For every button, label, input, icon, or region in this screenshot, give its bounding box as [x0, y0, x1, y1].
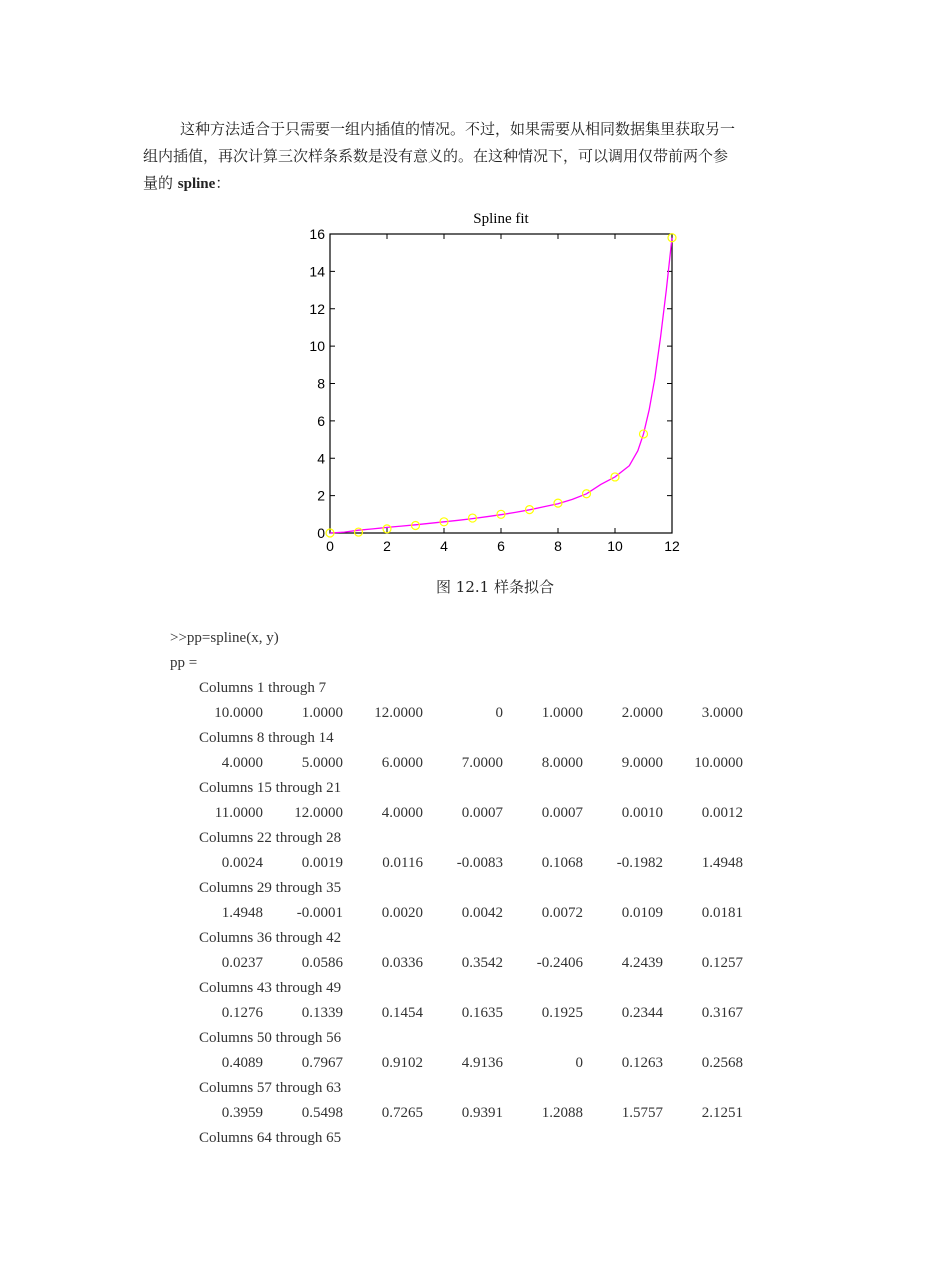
y-tick-label: 2: [317, 487, 325, 504]
value-cell: 0.1454: [381, 1005, 423, 1021]
value-cell: 0.1276: [221, 1005, 263, 1021]
x-tick-label: 6: [497, 538, 505, 554]
function-name: spline: [177, 176, 216, 192]
value-cell: 1.4948: [701, 855, 743, 871]
y-tick-label: 0: [317, 525, 325, 541]
y-tick-label: 6: [317, 412, 325, 429]
value-cell: 0.0116: [382, 855, 423, 871]
value-cell: 0.1635: [461, 1005, 503, 1021]
value-cell: -0.2406: [536, 955, 583, 971]
value-cell: -0.0083: [456, 855, 503, 871]
value-cell: 0.0010: [621, 805, 663, 821]
paragraph-line: [143, 170, 808, 198]
value-cell: 0.3959: [221, 1105, 263, 1121]
value-cell: 2.1251: [701, 1105, 743, 1121]
y-tick-label: 12: [309, 300, 325, 317]
value-cell: 0.1068: [541, 855, 583, 871]
x-tick-label: 0: [326, 538, 334, 554]
columns-header: Columns 8 through 14: [199, 730, 334, 746]
intro-paragraph: [143, 116, 808, 198]
value-cell: 0.0072: [541, 905, 583, 921]
value-row: [170, 951, 743, 976]
value-cell: 4.0000: [381, 805, 423, 821]
columns-header: Columns 43 through 49: [199, 980, 342, 996]
paragraph-line: 组内插值，再次计算三次样条系数是没有意义的。在这种情况下，可以调用仅带前两个参: [143, 147, 729, 165]
output-blocks: [170, 676, 743, 1151]
value-cell: 0.5498: [301, 1105, 343, 1121]
value-cell: 10.0000: [214, 705, 263, 721]
columns-header: Columns 29 through 35: [199, 880, 342, 896]
value-cell: 4.9136: [461, 1055, 503, 1071]
value-cell: 0.9102: [381, 1055, 423, 1071]
value-cell: 0.4089: [221, 1055, 263, 1071]
value-cell: 0.9391: [461, 1105, 503, 1121]
value-cell: 0.3542: [461, 955, 503, 971]
columns-header: Columns 57 through 63: [199, 1080, 342, 1096]
y-tick-label: 4: [317, 450, 325, 467]
y-tick-label: 16: [309, 226, 325, 242]
value-cell: 0.0012: [701, 805, 743, 821]
value-cell: 0.7967: [301, 1055, 343, 1071]
x-tick-label: 10: [607, 538, 623, 554]
value-cell: 0.0109: [621, 905, 663, 921]
value-cell: -0.0001: [296, 905, 343, 921]
value-cell: 1.5757: [621, 1105, 663, 1121]
value-cell: 0.0042: [461, 905, 503, 921]
value-cell: 0.0020: [381, 905, 423, 921]
value-cell: 0.0336: [381, 955, 423, 971]
value-row: [170, 801, 743, 826]
value-cell: -0.1982: [616, 855, 663, 871]
value-cell: 2.0000: [621, 705, 663, 721]
value-cell: 1.0000: [541, 705, 583, 721]
value-cell: 0.1339: [301, 1005, 343, 1021]
value-cell: 12.0000: [374, 705, 423, 721]
value-cell: 0: [575, 1055, 583, 1071]
value-cell: 1.4948: [221, 905, 263, 921]
x-tick-label: 2: [383, 538, 391, 554]
columns-header: Columns 64 through 65: [199, 1130, 342, 1146]
value-cell: 0.0024: [221, 855, 263, 871]
value-cell: 0.2568: [701, 1055, 743, 1071]
value-row: [170, 701, 743, 726]
value-cell: 0.3167: [701, 1005, 743, 1021]
value-row: [170, 901, 743, 926]
value-row: [170, 851, 743, 876]
value-cell: 9.0000: [621, 755, 663, 771]
value-row: [170, 1051, 743, 1076]
assignment-line: pp =: [170, 655, 198, 671]
value-cell: 8.0000: [541, 755, 583, 771]
chart-title: Spline fit: [473, 211, 529, 227]
x-tick-label: 8: [554, 538, 562, 554]
value-row: [170, 1001, 743, 1026]
value-cell: 0.1925: [541, 1005, 583, 1021]
columns-header: Columns 22 through 28: [199, 830, 342, 846]
x-tick-label: 4: [440, 538, 448, 554]
value-cell: 7.0000: [461, 755, 503, 771]
value-cell: 12.0000: [294, 805, 343, 821]
value-cell: 4.2439: [621, 955, 663, 971]
columns-header: Columns 36 through 42: [199, 930, 342, 946]
value-cell: 0.1263: [621, 1055, 663, 1071]
command-line: >>pp=spline(x, y): [170, 630, 279, 646]
paragraph-text: 量的: [143, 174, 178, 192]
value-cell: 0.0237: [221, 955, 263, 971]
paragraph-text: ：: [215, 174, 231, 192]
value-row: [170, 751, 743, 776]
value-cell: 0: [495, 705, 503, 721]
paragraph-line: 这种方法适合于只需要一组内插值的情况。不过，如果需要从相同数据集里获取另一: [180, 120, 736, 138]
value-cell: 0.7265: [381, 1105, 423, 1121]
y-tick-label: 14: [309, 263, 325, 280]
value-cell: 0.0181: [701, 905, 743, 921]
value-row: [170, 1101, 743, 1126]
plot-frame: [330, 234, 672, 533]
figure-caption: 图 12.1 样条拟合: [436, 578, 554, 596]
plot-area: [309, 226, 680, 554]
value-cell: 0.0586: [301, 955, 343, 971]
x-tick-label: 12: [664, 538, 680, 554]
columns-header: Columns 15 through 21: [199, 780, 342, 796]
value-cell: 1.0000: [301, 705, 343, 721]
columns-header: Columns 50 through 56: [199, 1030, 342, 1046]
value-cell: 6.0000: [381, 755, 423, 771]
value-cell: 3.0000: [701, 705, 743, 721]
matlab-output: [170, 626, 743, 1151]
spline-fit-chart: [290, 200, 710, 570]
columns-header: Columns 1 through 7: [199, 680, 327, 696]
y-tick-label: 8: [317, 375, 325, 392]
value-cell: 10.0000: [694, 755, 743, 771]
value-cell: 0.0019: [301, 855, 343, 871]
value-cell: 4.0000: [221, 755, 263, 771]
value-cell: 0.0007: [541, 805, 583, 821]
value-cell: 0.2344: [621, 1005, 663, 1021]
value-cell: 5.0000: [301, 755, 343, 771]
value-cell: 11.0000: [214, 805, 263, 821]
y-tick-label: 10: [309, 338, 325, 355]
value-cell: 0.0007: [461, 805, 503, 821]
value-cell: 1.2088: [541, 1105, 583, 1121]
value-cell: 0.1257: [701, 955, 743, 971]
